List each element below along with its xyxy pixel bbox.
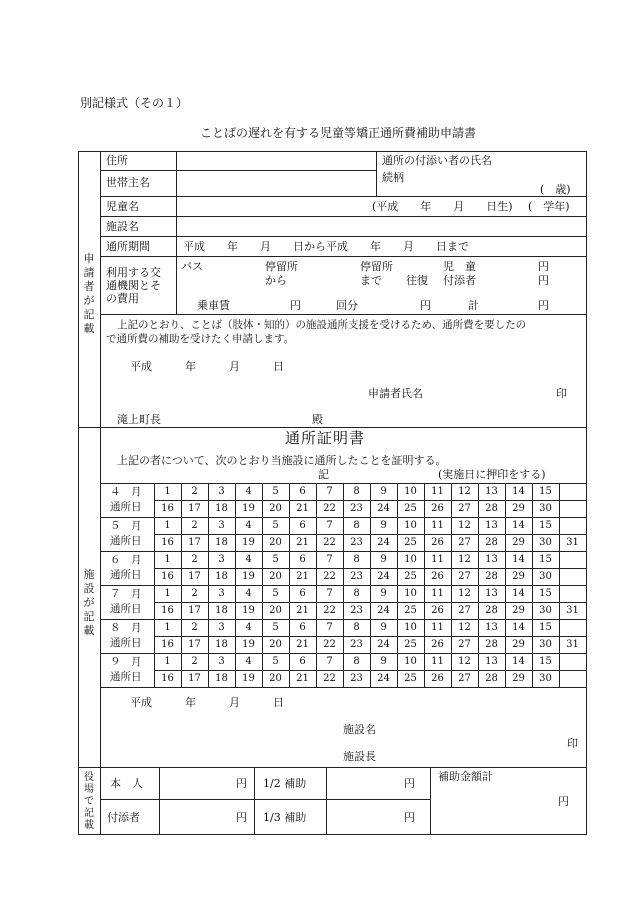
child-name-label: 児童名 [106, 200, 139, 213]
day-cell[interactable]: 22 [323, 639, 336, 650]
certificate-title: 通所証明書 [285, 429, 366, 447]
address-label: 住所 [106, 154, 128, 167]
day-cell[interactable]: 28 [485, 503, 498, 514]
times-label: 回分 [336, 299, 358, 312]
day-cell[interactable]: 17 [188, 673, 201, 684]
day-cell[interactable]: 16 [161, 673, 174, 684]
day-cell[interactable]: 11 [431, 656, 444, 667]
day-cell[interactable]: 4 [245, 588, 252, 599]
day-cell[interactable]: 17 [188, 571, 201, 582]
attendance-day-label: 通所日 [110, 671, 142, 683]
day-cell[interactable]: 14 [512, 656, 525, 667]
day-cell[interactable]: 19 [242, 537, 255, 548]
day-cell[interactable]: 25 [404, 571, 417, 582]
transport-label-1: 利用する交 [106, 266, 161, 279]
office-total-label: 補助金額計 [438, 770, 493, 783]
day-cell[interactable]: 23 [350, 639, 363, 650]
to-label: まで [360, 274, 382, 287]
day-cell[interactable]: 4 [245, 520, 252, 531]
day-cell[interactable]: 24 [377, 605, 390, 616]
attendance-day-label: 通所日 [110, 637, 142, 649]
day-cell[interactable]: 28 [485, 639, 498, 650]
day-cell[interactable]: 23 [350, 605, 363, 616]
facility-seal: 印 [567, 737, 578, 750]
from-label: から [265, 274, 287, 287]
day-cell[interactable]: 21 [296, 537, 309, 548]
day-cell[interactable]: 8 [353, 656, 360, 667]
day-cell[interactable]: 30 [539, 503, 552, 514]
day-cell[interactable]: 25 [404, 673, 417, 684]
day-cell[interactable]: 20 [269, 537, 282, 548]
day-cell[interactable]: 2 [191, 622, 198, 633]
day-cell[interactable]: 26 [431, 571, 444, 582]
day-cell[interactable]: 27 [458, 673, 471, 684]
day-cell[interactable]: 15 [539, 622, 552, 633]
office-side-label: 役場で記載 [84, 772, 94, 831]
day-cell[interactable]: 19 [242, 673, 255, 684]
addressee: 滝上町長 [117, 413, 161, 426]
day-cell[interactable]: 23 [350, 571, 363, 582]
day-cell[interactable]: 18 [215, 639, 228, 650]
day-cell[interactable]: 9 [380, 520, 387, 531]
day-cell[interactable]: 19 [242, 571, 255, 582]
age-label: ( 歳) [540, 183, 571, 196]
day-cell[interactable]: 18 [215, 571, 228, 582]
day-cell[interactable]: 17 [188, 605, 201, 616]
day-cell[interactable]: 16 [161, 605, 174, 616]
day-cell[interactable]: 28 [485, 605, 498, 616]
day-cell[interactable]: 30 [539, 537, 552, 548]
day-cell[interactable]: 6 [299, 486, 306, 497]
day-cell[interactable]: 5 [272, 622, 279, 633]
day-cell[interactable]: 22 [323, 503, 336, 514]
day-cell[interactable]: 7 [326, 486, 333, 497]
day-cell[interactable]: 27 [458, 639, 471, 650]
office-escort-label: 付添者 [107, 811, 140, 824]
day-cell[interactable]: 13 [485, 622, 498, 633]
attendance-day-label: 通所日 [110, 535, 142, 547]
escort-role-label: 付添者 [443, 274, 476, 287]
day-cell[interactable]: 30 [539, 605, 552, 616]
certificate-date: 平成 年 月 日 [130, 696, 284, 709]
day-cell[interactable]: 12 [458, 486, 471, 497]
day-cell[interactable]: 13 [485, 656, 498, 667]
applicant-side-label: 申請者が記載 [83, 252, 95, 335]
day-cell[interactable]: 2 [191, 588, 198, 599]
day-cell[interactable]: 20 [269, 605, 282, 616]
day-cell[interactable]: 15 [539, 588, 552, 599]
day-cell[interactable]: 30 [539, 571, 552, 582]
day-cell[interactable]: 20 [269, 639, 282, 650]
applicant-name-label: 申請者氏名 [368, 387, 423, 400]
day-cell[interactable]: 8 [353, 520, 360, 531]
total-yen: 円 [538, 299, 549, 312]
day-cell[interactable]: 8 [353, 622, 360, 633]
day-cell[interactable]: 6 [299, 656, 306, 667]
relation-label: 続柄 [382, 171, 404, 184]
office-third-yen: 円 [404, 811, 415, 824]
request-body-1: 上記のとおり、ことば（肢体・知的）の施設通所支援を受けるため、通所費を要したの [117, 319, 527, 331]
day-cell[interactable]: 26 [431, 639, 444, 650]
day-cell[interactable]: 21 [296, 605, 309, 616]
day-cell[interactable]: 22 [323, 605, 336, 616]
yen-1: 円 [538, 260, 549, 273]
day-cell[interactable]: 23 [350, 673, 363, 684]
guardian-label: 通所の付添い者の氏名 [382, 154, 492, 167]
day-cell[interactable]: 13 [485, 520, 498, 531]
day-cell[interactable]: 1 [164, 588, 171, 599]
certificate-body: 上記の者について、次のとおり当施設に通所したことを証明する。 [117, 454, 447, 467]
day-cell[interactable]: 9 [380, 588, 387, 599]
day-cell[interactable]: 3 [218, 656, 225, 667]
day-cell[interactable]: 16 [161, 537, 174, 548]
month-label: ７ 月 [110, 588, 142, 600]
day-cell[interactable]: 4 [245, 622, 252, 633]
day-cell[interactable]: 24 [377, 673, 390, 684]
day-cell[interactable]: 3 [218, 520, 225, 531]
day-cell[interactable]: 2 [191, 554, 198, 565]
day-cell[interactable]: 31 [566, 605, 579, 616]
transport-label-3: の費用 [106, 292, 139, 305]
office-self-label: 本 人 [110, 777, 143, 790]
certificate-ki: 記 [318, 468, 329, 481]
day-cell[interactable]: 11 [431, 486, 444, 497]
day-cell[interactable]: 23 [350, 503, 363, 514]
day-cell[interactable]: 28 [485, 571, 498, 582]
day-cell[interactable]: 1 [164, 554, 171, 565]
day-cell[interactable]: 4 [245, 656, 252, 667]
day-cell[interactable]: 21 [296, 639, 309, 650]
day-cell[interactable]: 25 [404, 605, 417, 616]
day-cell[interactable]: 31 [566, 537, 579, 548]
day-cell[interactable]: 7 [326, 554, 333, 565]
day-cell[interactable]: 5 [272, 656, 279, 667]
day-cell[interactable]: 14 [512, 486, 525, 497]
day-cell[interactable]: 3 [218, 622, 225, 633]
day-cell[interactable]: 28 [485, 673, 498, 684]
day-cell[interactable]: 10 [404, 622, 417, 633]
day-cell[interactable]: 22 [323, 673, 336, 684]
day-cell[interactable]: 9 [380, 622, 387, 633]
day-cell[interactable]: 24 [377, 537, 390, 548]
day-cell[interactable]: 24 [377, 571, 390, 582]
day-cell[interactable]: 17 [188, 639, 201, 650]
day-cell[interactable]: 20 [269, 673, 282, 684]
day-cell[interactable]: 5 [272, 554, 279, 565]
total-label: 計 [468, 299, 479, 312]
day-cell[interactable]: 9 [380, 486, 387, 497]
office-third-label: 1/3 補助 [263, 811, 307, 824]
day-cell[interactable]: 29 [512, 605, 525, 616]
day-cell[interactable]: 5 [272, 486, 279, 497]
request-date: 平成 年 月 日 [130, 360, 284, 373]
month-label: ４ 月 [110, 486, 142, 498]
day-cell[interactable]: 28 [485, 537, 498, 548]
day-cell[interactable]: 6 [299, 622, 306, 633]
day-cell[interactable]: 18 [215, 503, 228, 514]
day-cell[interactable]: 3 [218, 554, 225, 565]
day-cell[interactable]: 20 [269, 503, 282, 514]
stop-to-label: 停留所 [360, 260, 393, 273]
day-cell[interactable]: 17 [188, 537, 201, 548]
day-cell[interactable]: 13 [485, 486, 498, 497]
facility-side-label: 施設が記載 [83, 568, 95, 637]
addressee-dono: 殿 [312, 413, 323, 426]
day-cell[interactable]: 27 [458, 537, 471, 548]
day-cell[interactable]: 12 [458, 554, 471, 565]
day-cell[interactable]: 5 [272, 588, 279, 599]
office-escort-yen: 円 [236, 811, 247, 824]
day-cell[interactable]: 16 [161, 571, 174, 582]
yen-2: 円 [538, 274, 549, 287]
round-trip-label: 往復 [406, 274, 428, 287]
day-cell[interactable]: 12 [458, 656, 471, 667]
month-label: ６ 月 [110, 554, 142, 566]
day-cell[interactable]: 14 [512, 622, 525, 633]
child-role-label: 児 童 [443, 260, 476, 273]
day-cell[interactable]: 12 [458, 520, 471, 531]
attendance-day-label: 通所日 [110, 501, 142, 513]
day-cell[interactable]: 24 [377, 639, 390, 650]
day-cell[interactable]: 30 [539, 673, 552, 684]
day-cell[interactable]: 11 [431, 554, 444, 565]
month-label: ５ 月 [110, 520, 142, 532]
day-cell[interactable]: 5 [272, 520, 279, 531]
day-cell[interactable]: 22 [323, 537, 336, 548]
certificate-note: (実施日に押印をする) [438, 468, 546, 481]
day-cell[interactable]: 15 [539, 656, 552, 667]
day-cell[interactable]: 10 [404, 554, 417, 565]
day-cell[interactable]: 4 [245, 486, 252, 497]
times-yen: 円 [420, 299, 431, 312]
fare-label: 乗車賃 [197, 299, 230, 312]
grade-label: ( 学年) [528, 200, 570, 213]
day-cell[interactable]: 6 [299, 588, 306, 599]
day-cell[interactable]: 13 [485, 588, 498, 599]
day-cell[interactable]: 7 [326, 588, 333, 599]
day-cell[interactable]: 2 [191, 486, 198, 497]
day-cell[interactable]: 18 [215, 537, 228, 548]
day-cell[interactable]: 26 [431, 503, 444, 514]
day-cell[interactable]: 11 [431, 588, 444, 599]
day-cell[interactable]: 2 [191, 520, 198, 531]
form-title: ことばの遅れを有する児童等矯正通所費補助申請書 [200, 126, 477, 140]
day-cell[interactable]: 27 [458, 503, 471, 514]
day-cell[interactable]: 27 [458, 605, 471, 616]
day-cell[interactable]: 10 [404, 588, 417, 599]
day-cell[interactable]: 13 [485, 554, 498, 565]
day-cell[interactable]: 19 [242, 605, 255, 616]
facility-name-label: 施設名 [343, 723, 376, 736]
day-cell[interactable]: 29 [512, 673, 525, 684]
day-cell[interactable]: 1 [164, 520, 171, 531]
day-cell[interactable]: 6 [299, 554, 306, 565]
day-cell[interactable]: 20 [269, 571, 282, 582]
office-self-yen: 円 [236, 777, 247, 790]
attendance-day-label: 通所日 [110, 569, 142, 581]
month-label: ９ 月 [110, 656, 142, 668]
facility-head-label: 施設長 [343, 750, 376, 763]
day-cell[interactable]: 29 [512, 571, 525, 582]
day-cell[interactable]: 1 [164, 486, 171, 497]
request-body-2: で通所費の補助を受けたく申請します。 [106, 333, 295, 345]
day-cell[interactable]: 31 [566, 639, 579, 650]
day-cell[interactable]: 9 [380, 656, 387, 667]
month-label: ８ 月 [110, 622, 142, 634]
day-cell[interactable]: 19 [242, 503, 255, 514]
day-cell[interactable]: 3 [218, 588, 225, 599]
day-cell[interactable]: 3 [218, 486, 225, 497]
day-cell[interactable]: 18 [215, 673, 228, 684]
day-cell[interactable]: 30 [539, 639, 552, 650]
day-cell[interactable]: 8 [353, 486, 360, 497]
day-cell[interactable]: 26 [431, 605, 444, 616]
day-cell[interactable]: 7 [326, 622, 333, 633]
day-cell[interactable]: 14 [512, 554, 525, 565]
birth-label: (平成 年 月 日生) [372, 200, 513, 213]
day-cell[interactable]: 2 [191, 656, 198, 667]
day-cell[interactable]: 18 [215, 605, 228, 616]
day-cell[interactable]: 10 [404, 520, 417, 531]
office-half-label: 1/2 補助 [263, 777, 307, 790]
period-label: 通所期間 [106, 240, 150, 253]
day-cell[interactable]: 7 [326, 656, 333, 667]
day-cell[interactable]: 21 [296, 673, 309, 684]
day-cell[interactable]: 8 [353, 588, 360, 599]
day-cell[interactable]: 6 [299, 520, 306, 531]
period-text: 平成 年 月 日から平成 年 月 日まで [183, 240, 469, 253]
day-cell[interactable]: 21 [296, 571, 309, 582]
household-head-label: 世帯主名 [106, 176, 150, 189]
day-cell[interactable]: 11 [431, 520, 444, 531]
day-cell[interactable]: 25 [404, 503, 417, 514]
day-cell[interactable]: 15 [539, 520, 552, 531]
day-cell[interactable]: 7 [326, 520, 333, 531]
day-cell[interactable]: 24 [377, 503, 390, 514]
day-cell[interactable]: 16 [161, 639, 174, 650]
day-cell[interactable]: 12 [458, 622, 471, 633]
day-cell[interactable]: 14 [512, 520, 525, 531]
day-cell[interactable]: 9 [380, 554, 387, 565]
day-cell[interactable]: 11 [431, 622, 444, 633]
day-cell[interactable]: 16 [161, 503, 174, 514]
day-cell[interactable]: 1 [164, 622, 171, 633]
stop-from-label: 停留所 [265, 260, 298, 273]
office-half-yen: 円 [404, 777, 415, 790]
facility-label: 施設名 [106, 220, 139, 233]
day-cell[interactable]: 1 [164, 656, 171, 667]
day-cell[interactable]: 29 [512, 503, 525, 514]
day-cell[interactable]: 8 [353, 554, 360, 565]
day-cell[interactable]: 17 [188, 503, 201, 514]
applicant-seal: 印 [556, 387, 567, 400]
day-cell[interactable]: 26 [431, 673, 444, 684]
form-id: 別記様式（その１） [80, 96, 189, 110]
day-cell[interactable]: 10 [404, 656, 417, 667]
day-cell[interactable]: 25 [404, 537, 417, 548]
day-cell[interactable]: 29 [512, 537, 525, 548]
day-cell[interactable]: 21 [296, 503, 309, 514]
bus-label: バス [181, 260, 203, 273]
attendance-day-label: 通所日 [110, 603, 142, 615]
day-cell[interactable]: 15 [539, 486, 552, 497]
day-cell[interactable]: 22 [323, 571, 336, 582]
day-cell[interactable]: 10 [404, 486, 417, 497]
day-cell[interactable]: 4 [245, 554, 252, 565]
day-cell[interactable]: 25 [404, 639, 417, 650]
day-cell[interactable]: 12 [458, 588, 471, 599]
day-cell[interactable]: 27 [458, 571, 471, 582]
day-cell[interactable]: 14 [512, 588, 525, 599]
fare-yen: 円 [290, 299, 301, 312]
day-cell[interactable]: 15 [539, 554, 552, 565]
day-cell[interactable]: 29 [512, 639, 525, 650]
day-cell[interactable]: 19 [242, 639, 255, 650]
day-cell[interactable]: 26 [431, 537, 444, 548]
day-cell[interactable]: 23 [350, 537, 363, 548]
office-total-yen: 円 [558, 795, 569, 808]
transport-label-2: 通機関とそ [106, 279, 161, 292]
